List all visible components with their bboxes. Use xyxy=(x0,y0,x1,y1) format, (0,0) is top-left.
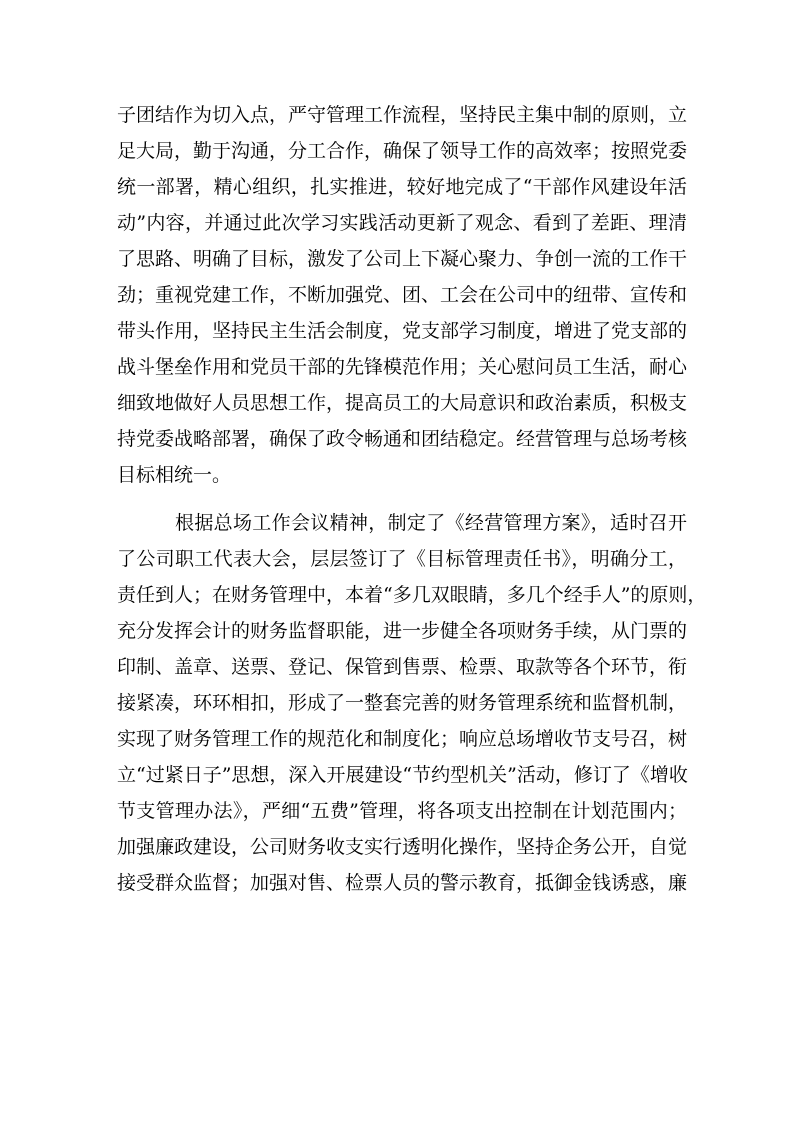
text-line: 了思路、明确了目标，激发了公司上下凝心聚力、争创一流的工作干 xyxy=(117,248,688,270)
text-line: 细致地做好人员思想工作，提高员工的大局意识和政治素质，积极支 xyxy=(117,392,688,414)
text-line: 带头作用，坚持民主生活会制度，党支部学习制度，增进了党支部的 xyxy=(117,320,688,342)
text-line: 责任到人；在财务管理中，本着“多几双眼睛，多几个经手人”的原则， xyxy=(117,584,707,606)
text-line: 目标相统一。 xyxy=(117,464,232,486)
text-line: 立“过紧日子”思想，深入开展建设“节约型机关”活动，修订了《增收 xyxy=(117,764,688,786)
text-line: 子团结作为切入点，严守管理工作流程，坚持民主集中制的原则，立 xyxy=(117,104,688,126)
text-line: 节支管理办法》，严细“五费”管理，将各项支出控制在计划范围内； xyxy=(117,800,687,822)
text-line: 动”内容，并通过此次学习实践活动更新了观念、看到了差距、理清 xyxy=(117,212,687,234)
paragraph-gap xyxy=(117,493,687,505)
text-line: 劲；重视党建工作，不断加强党、团、工会在公司中的纽带、宣传和 xyxy=(117,284,688,306)
text-line: 实现了财务管理工作的规范化和制度化；响应总场增收节支号召，树 xyxy=(117,728,688,750)
text-line: 了公司职工代表大会，层层签订了《目标管理责任书》，明确分工， xyxy=(117,548,687,570)
text-line: 加强廉政建设，公司财务收支实行透明化操作，坚持企务公开，自觉 xyxy=(117,836,688,858)
document-body xyxy=(117,97,707,901)
text-line: 印制、盖章、送票、登记、保管到售票、检票、取款等各个环节，衔 xyxy=(117,656,688,678)
text-line: 根据总场工作会议精神，制定了《经营管理方案》，适时召开 xyxy=(175,512,687,534)
text-line: 战斗堡垒作用和党员干部的先锋模范作用；关心慰问员工生活，耐心 xyxy=(117,356,688,378)
text-line: 持党委战略部署，确保了政令畅通和团结稳定。经营管理与总场考核 xyxy=(117,428,688,450)
paragraph-2 xyxy=(117,505,707,901)
text-line: 统一部署，精心组织，扎实推进，较好地完成了“干部作风建设年活 xyxy=(117,176,687,198)
text-line: 接紧凑，环环相扣，形成了一整套完善的财务管理系统和监督机制， xyxy=(117,692,688,714)
text-line: 充分发挥会计的财务监督职能，进一步健全各项财务手续，从门票的 xyxy=(117,620,688,642)
paragraph-1 xyxy=(117,97,687,493)
text-line: 足大局，勤于沟通，分工合作，确保了领导工作的高效率；按照党委 xyxy=(117,140,688,162)
text-line: 接受群众监督；加强对售、检票人员的警示教育，抵御金钱诱惑，廉 xyxy=(117,872,688,894)
